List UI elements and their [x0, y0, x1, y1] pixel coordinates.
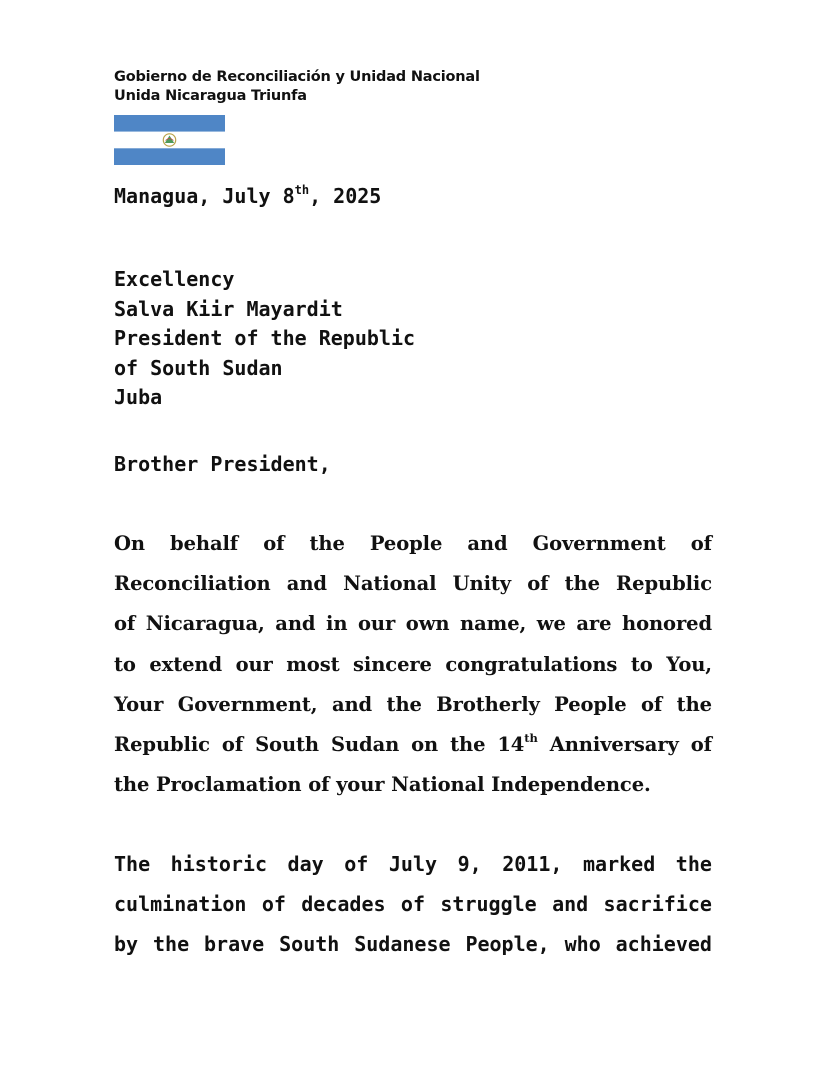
paragraph-congratulations	[114, 524, 712, 805]
word: Republic	[114, 732, 210, 756]
letterhead-slogan: Unida Nicaragua Triunfa	[114, 88, 307, 104]
paragraph-line	[114, 884, 712, 924]
word: of	[690, 532, 712, 555]
word: Reconciliation	[114, 572, 271, 596]
paragraph-line	[114, 524, 712, 564]
paragraph-line-anniversary	[114, 725, 712, 765]
word: sacrifice	[603, 892, 712, 917]
word: who	[564, 932, 601, 957]
word: own	[405, 612, 450, 636]
word: of	[641, 692, 663, 716]
word: People	[369, 532, 443, 555]
word: Government,	[177, 692, 318, 716]
paragraph-line	[114, 604, 712, 644]
paragraph-line	[114, 844, 712, 884]
word: on	[411, 732, 439, 756]
word: Nicaragua,	[145, 612, 265, 636]
word: National	[343, 572, 437, 596]
word: of	[261, 892, 286, 917]
addressee-line: Salva Kiir Mayardit	[114, 296, 343, 321]
word: Brotherly	[436, 692, 540, 716]
word: You,	[666, 652, 712, 676]
word: South	[279, 932, 340, 957]
letterhead	[114, 68, 480, 106]
word: culmination	[114, 892, 247, 917]
word: of	[114, 612, 136, 636]
word: are	[576, 612, 612, 636]
word: congratulations	[445, 652, 618, 676]
paragraph-line-text: the Proclamation of your National Independence.	[114, 773, 651, 797]
letterhead-government-name: Gobierno de Reconciliación y Unidad Nacional	[114, 69, 480, 85]
word: achieved	[615, 932, 712, 957]
word: Government	[532, 532, 666, 555]
word: 2011,	[502, 852, 563, 876]
addressee-line: of South Sudan	[114, 355, 283, 380]
word: of	[400, 892, 426, 917]
word: the	[564, 572, 600, 596]
word: to	[630, 652, 653, 676]
word: the	[675, 852, 712, 876]
addressee-line: President of the Republic	[114, 326, 416, 351]
paragraph-line	[114, 924, 712, 964]
word: to	[114, 652, 136, 676]
word: behalf	[170, 532, 239, 555]
paragraph-line	[114, 685, 712, 725]
word: sincere	[353, 652, 432, 676]
word: name,	[460, 612, 527, 636]
word: brave	[204, 932, 265, 957]
date-text: Managua, July 8	[114, 184, 295, 208]
salutation: Brother President,	[114, 452, 331, 476]
word: 9,	[457, 852, 482, 876]
addressee-block	[114, 265, 415, 413]
word: marked	[582, 852, 656, 876]
word: the	[152, 932, 190, 957]
date-year: , 2025	[309, 184, 382, 208]
word: and	[275, 612, 316, 636]
date-ordinal: th	[294, 183, 310, 197]
word: of	[221, 732, 244, 756]
word: most	[286, 652, 340, 676]
word: we	[536, 612, 566, 636]
word: of	[344, 852, 369, 876]
word: and	[331, 692, 373, 716]
word: of	[527, 572, 549, 596]
word: Your	[114, 692, 164, 716]
word: Anniversary	[549, 732, 679, 756]
paragraph-line	[114, 765, 712, 805]
addressee-line: Excellency	[114, 267, 235, 291]
ordinal-suffix: th	[524, 730, 538, 745]
word: of	[263, 532, 285, 555]
word: the	[676, 692, 712, 716]
word: and	[286, 572, 327, 596]
word: our	[235, 652, 273, 676]
word: and	[552, 892, 589, 917]
word: People	[554, 692, 627, 716]
word: and	[467, 532, 508, 555]
nicaragua-flag-icon	[114, 115, 225, 165]
word: On	[114, 532, 145, 555]
word: Unity	[452, 572, 512, 596]
word: struggle	[440, 892, 537, 917]
word: day	[287, 852, 324, 876]
word: Sudanese	[354, 932, 451, 957]
paragraph-history	[114, 844, 712, 965]
word: South	[255, 732, 320, 756]
word: 14th	[497, 730, 538, 756]
paragraph-line	[114, 564, 712, 604]
word: The	[114, 852, 151, 876]
word: extend	[149, 652, 223, 676]
word: the	[309, 532, 345, 555]
word: the	[386, 692, 422, 716]
word: historic	[170, 852, 267, 876]
paragraph-line	[114, 645, 712, 685]
word: decades	[301, 892, 386, 917]
letter-date	[114, 183, 381, 209]
word: honored	[622, 612, 712, 636]
word: People,	[465, 932, 550, 957]
word: the	[450, 732, 486, 756]
addressee-line: Juba	[114, 385, 163, 410]
word: our	[358, 612, 396, 636]
word: in	[326, 612, 348, 636]
word: Republic	[616, 572, 712, 596]
word: by	[114, 932, 139, 957]
word: of	[690, 732, 712, 756]
word: Sudan	[330, 732, 400, 756]
word: July	[388, 852, 438, 876]
